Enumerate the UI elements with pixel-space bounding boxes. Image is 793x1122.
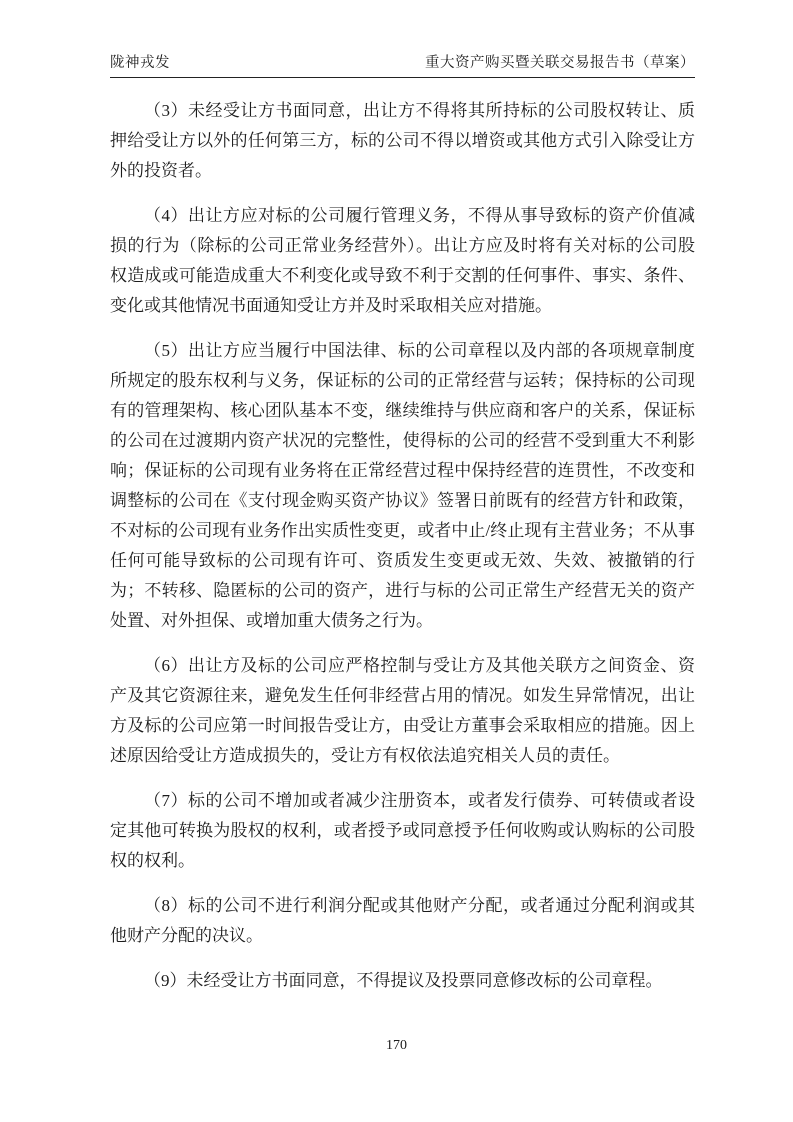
document-body (110, 96, 695, 1011)
body-paragraph: （5）出让方应当履行中国法律、标的公司章程以及内部的各项规章制度所规定的股东权利与义务，保证标的公司的正常经营与运转；保持标的公司现有的管理架构、核心团队基本不变，继续维持与供应商和客户的关系，保证标的公司在过渡期内资产状况的完整性，使得标的公司的经营不受到重大不利影响；保证标的公司现有业务将在正常经营过程中保持经营的连贯性，不改变和调整标的公司在《支付现金购买资产协议》签署日前既有的经营方针和政策，不对标的公司现有业务作出实质性变更，或者中止/终止现有主营业务；不从事任何可能导致标的公司现有许可、资质发生变更或无效、失效、被撤销的行为；不转移、隐匿标的公司的资产，进行与标的公司正常生产经营无关的资产处置、对外担保、或增加重大债务之行为。 (110, 341, 695, 630)
body-paragraph: （7）标的公司不增加或者减少注册资本，或者发行债券、可转债或者设定其他可转换为股权的权利，或者授予或同意授予任何收购或认购标的公司股权的权利。 (110, 791, 695, 870)
header-report-title: 重大资产购买暨关联交易报告书（草案） (425, 55, 695, 71)
body-paragraph: （8）标的公司不进行利润分配或其他财产分配，或者通过分配利润或其他财产分配的决议。 (110, 896, 695, 945)
body-paragraph: （6）出让方及标的公司应严格控制与受让方及其他关联方之间资金、资产及其它资源往来，避免发生任何非经营占用的情况。如发生异常情况，出让方及标的公司应第一时间报告受让方，由受让方董事会采取相应的措施。因上述原因给受让方造成损失的，受让方有权依法追究相关人员的责任。 (110, 656, 695, 765)
body-paragraph: （9）未经受让方书面同意，不得提议及投票同意修改标的公司章程。 (144, 971, 663, 990)
page-header (110, 53, 695, 78)
body-paragraph: （4）出让方应对标的公司履行管理义务，不得从事导致标的资产价值减损的行为（除标的公司正常业务经营外）。出让方应及时将有关对标的公司股权造成或可能造成重大不利变化或导致不利于交割的任何事件、事实、条件、变化或其他情况书面通知受让方并及时采取相关应对措施。 (110, 206, 695, 315)
page-footer (0, 1038, 793, 1054)
header-company-name: 陇神戎发 (110, 55, 170, 71)
page-number: 170 (386, 1038, 407, 1053)
body-paragraph: （3）未经受让方书面同意，出让方不得将其所持标的公司股权转让、质押给受让方以外的任何第三方，标的公司不得以增资或其他方式引入除受让方外的投资者。 (110, 101, 695, 180)
